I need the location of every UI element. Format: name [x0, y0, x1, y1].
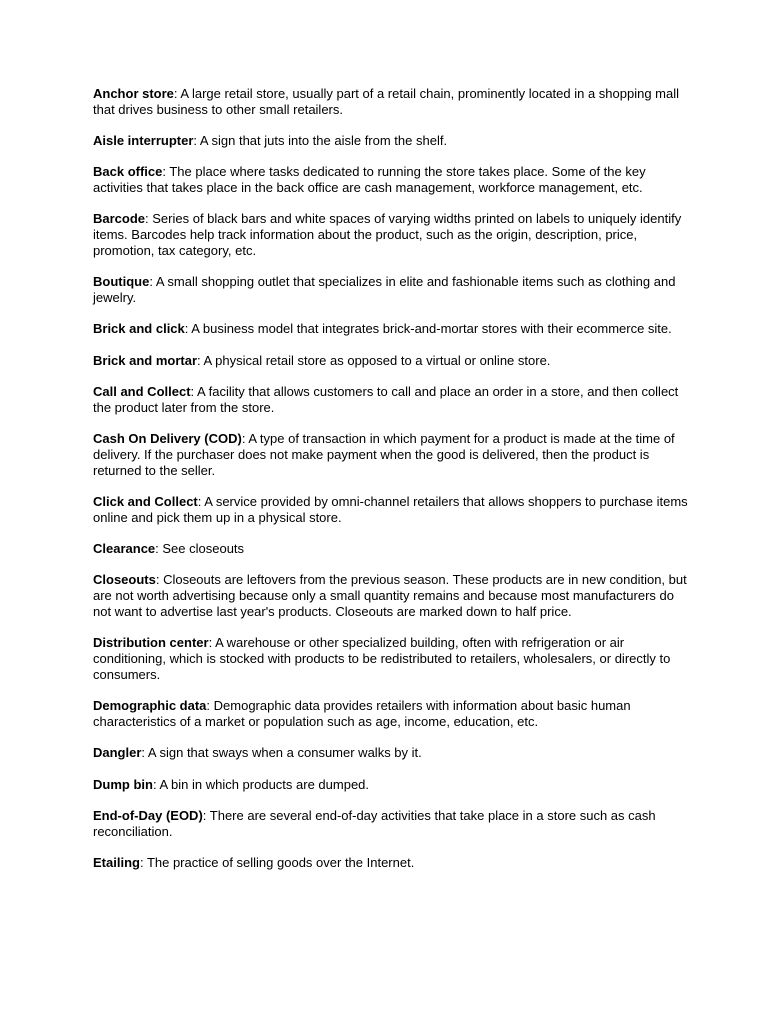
glossary-definition: : Closeouts are leftovers from the previous season. These products are in new condition, but are not worth advertising because only a small quantity remains and because most manufacturers do not want to advertise last year's products. Closeouts are marked down to half price.	[93, 572, 687, 620]
glossary-entry-dump-bin	[93, 777, 693, 793]
glossary-term: Barcode	[93, 211, 146, 227]
glossary-definition: : There are several end-of-day activities that take place in a store such as cash reconciliation.	[93, 807, 656, 839]
glossary-entry-clearance	[93, 541, 693, 557]
glossary-definition: : A bin in which products are dumped.	[152, 776, 370, 792]
glossary-term: End-of-Day (EOD)	[93, 807, 203, 823]
glossary-definition: : A warehouse or other specialized building, often with refrigeration or air conditioning, which is stocked with products to be redistributed to retailers, wholesalers, or directly to consumers.	[93, 635, 671, 682]
glossary-entry-click-and-collect	[93, 494, 693, 526]
glossary-term: Closeouts	[93, 572, 156, 588]
glossary-definition: : A type of transaction in which payment for a product is made at the time of delivery. If the purchaser does not make payment when the good is delivered, then the product is returned to the seller.	[93, 431, 675, 478]
glossary-term: Boutique	[93, 274, 150, 290]
glossary-page	[93, 86, 693, 886]
glossary-entry-dangler	[93, 745, 693, 761]
glossary-definition: : Demographic data provides retailers with information about basic human characteristics of a market or population such as age, income, education, etc.	[93, 698, 631, 730]
glossary-entry-boutique	[93, 274, 693, 306]
glossary-entry-brick-and-click	[93, 321, 693, 337]
glossary-definition: : A business model that integrates brick-and-mortar stores with their ecommerce site.	[184, 321, 672, 337]
glossary-definition: : The practice of selling goods over the Internet.	[139, 855, 415, 870]
glossary-term: Back office	[93, 164, 163, 180]
glossary-entry-etailing	[93, 855, 693, 871]
glossary-term: Anchor store	[93, 86, 174, 101]
glossary-definition: : A facility that allows customers to call and place an order in a store, and then collect the product later from the store.	[93, 384, 679, 415]
glossary-definition: : A physical retail store as opposed to a virtual or online store.	[197, 352, 551, 368]
glossary-term: Dump bin	[93, 776, 153, 792]
glossary-entry-brick-and-mortar	[93, 353, 693, 369]
glossary-entry-end-of-day	[93, 808, 693, 840]
glossary-definition: : See closeouts	[155, 541, 245, 557]
glossary-definition: : A large retail store, usually part of a retail chain, prominently located in a shopping mall that drives business to other small retailers.	[93, 86, 680, 117]
glossary-entry-aisle-interrupter	[93, 133, 693, 149]
glossary-term: Etailing	[93, 855, 140, 870]
glossary-definition: : A sign that juts into the aisle from the shelf.	[193, 133, 448, 149]
glossary-definition: : A service provided by omni-channel retailers that allows shoppers to purchase items online and pick them up in a physical store.	[93, 494, 688, 525]
glossary-entry-back-office	[93, 164, 693, 196]
glossary-term: Distribution center	[93, 635, 209, 651]
glossary-term: Clearance	[93, 541, 156, 557]
glossary-entry-cash-on-delivery	[93, 431, 693, 478]
glossary-entry-demographic-data	[93, 698, 693, 730]
glossary-entry-call-and-collect	[93, 384, 693, 416]
glossary-term: Call and Collect	[93, 384, 191, 400]
glossary-definition: : A sign that sways when a consumer walks by it.	[141, 745, 422, 761]
glossary-entry-closeouts	[93, 572, 693, 619]
glossary-definition: : Series of black bars and white spaces of varying widths printed on labels to uniquely identify items. Barcodes help track information about the product, such as the origin, description, price, promotion, tax category, etc.	[93, 211, 682, 259]
glossary-definition: : The place where tasks dedicated to running the store takes place. Some of the key activities that takes place in the back office are cash management, workforce management, etc.	[93, 164, 646, 196]
glossary-term: Dangler	[93, 745, 142, 761]
glossary-definition: : A small shopping outlet that specializes in elite and fashionable items such as clothing and jewelry.	[93, 274, 676, 306]
glossary-entry-anchor-store	[93, 86, 693, 118]
glossary-term: Brick and click	[93, 321, 185, 337]
glossary-term: Aisle interrupter	[93, 133, 194, 149]
glossary-term: Demographic data	[93, 698, 207, 714]
glossary-term: Click and Collect	[93, 494, 198, 510]
glossary-term: Cash On Delivery (COD)	[93, 431, 242, 447]
glossary-entry-barcode	[93, 211, 693, 258]
glossary-entry-distribution-center	[93, 635, 693, 682]
glossary-term: Brick and mortar	[93, 352, 198, 368]
